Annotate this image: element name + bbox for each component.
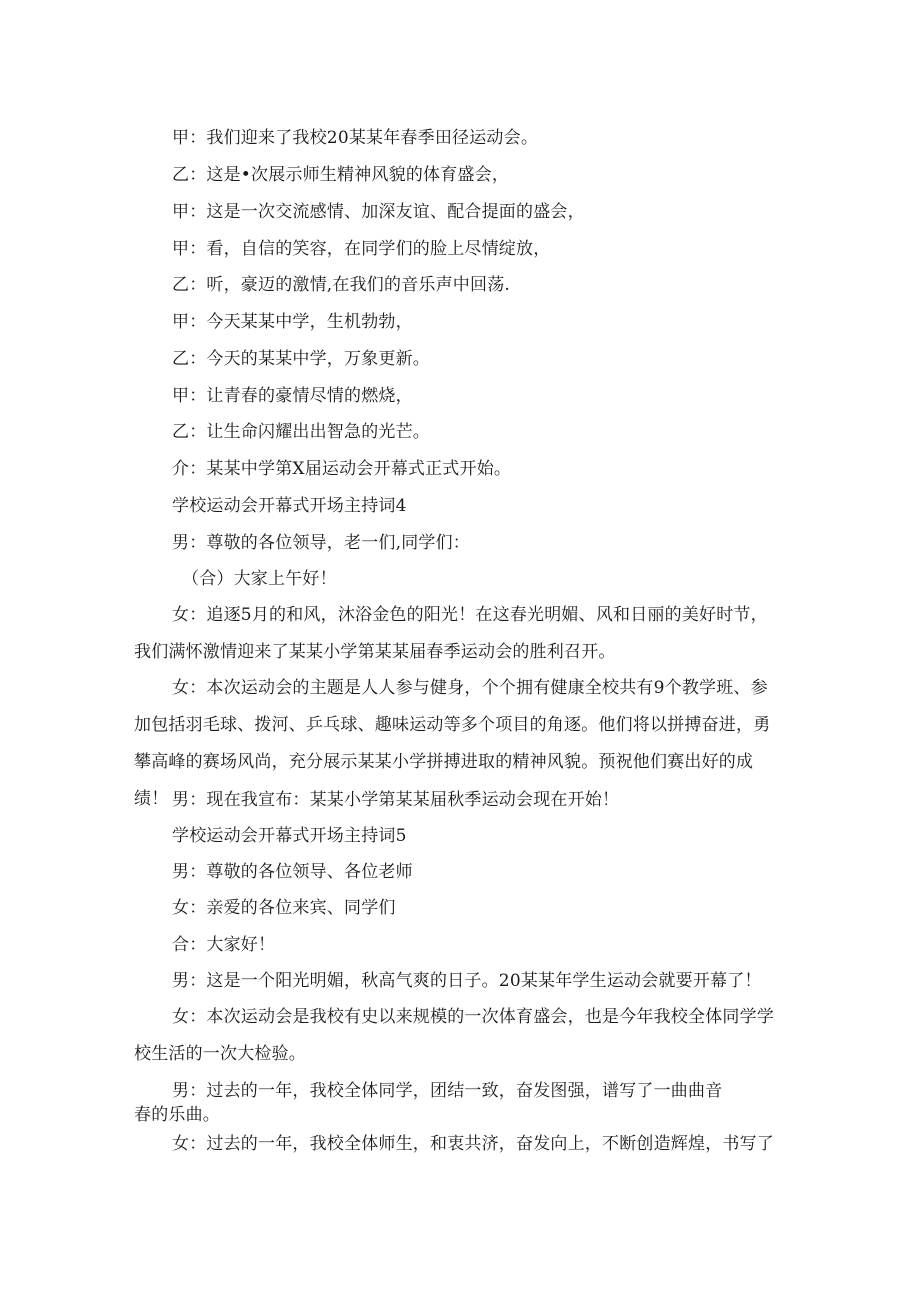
dialogue-line: 甲：这是一次交流感情、加深友谊、配合提面的盛会， bbox=[172, 202, 585, 222]
dialogue-line: 甲：今天某某中学，生机勃勃， bbox=[172, 312, 413, 332]
dialogue-line: 乙：让生命闪耀出出智急的光芒。 bbox=[172, 422, 430, 442]
dialogue-line: 女：亲爱的各位来宾、同学们 bbox=[172, 898, 396, 918]
dialogue-paragraph: 女：本次运动会的主题是人人参与健身，个个拥有健康全校共有9个教学班、参加包括羽毛球、拨河、乒乓球、趣味运动等多个项目的角逐。他们将以拼搏奋进，勇攀高峰的赛场风尚，充分展示某某小学拼搏进取的精神风貌。预祝他们赛出好的成绩！ bbox=[134, 678, 771, 809]
dialogue-line: 甲：让青春的豪情尽情的燃烧， bbox=[172, 386, 413, 406]
dialogue-line: 女：过去的一年，我校全体师生，和衷共济，奋发向上，不断创造辉煌，书写了 bbox=[172, 1134, 774, 1154]
dialogue-line: 男：现在我宣布：某某小学第某某届秋季运动会现在开始！ bbox=[172, 790, 620, 810]
dialogue-line: 甲：看，自信的笑容，在同学们的脸上尽情绽放， bbox=[172, 239, 551, 259]
dialogue-line: 乙：这是•次展示师生精神风貌的体育盛会， bbox=[172, 165, 510, 185]
dialogue-line: 男：这是一个阳光明媚，秋高气爽的日子。20某某年学生运动会就要开幕了！ bbox=[172, 971, 762, 991]
dialogue-line: 春的乐曲。 bbox=[134, 1105, 220, 1125]
dialogue-line: 男：尊敬的各位领导，老一们,同学们： bbox=[172, 533, 471, 553]
dialogue-line: 乙：今天的某某中学，万象更新。 bbox=[172, 349, 430, 369]
section-heading: 学校运动会开幕式开场主持词4 bbox=[172, 496, 407, 516]
dialogue-line: 乙：听，豪迈的激情,在我们的音乐声中回荡. bbox=[172, 275, 511, 295]
dialogue-line: 男：尊敬的各位领导、各位老师 bbox=[172, 862, 413, 882]
dialogue-line: 甲：我们迎来了我校20某某年春季田径运动会。 bbox=[172, 128, 539, 148]
dialogue-line: （合）大家上午好！ bbox=[182, 569, 337, 589]
dialogue-paragraph: 女：追逐5月的和风，沐浴金色的阳光！在这春光明媚、风和日丽的美好时节，我们满怀激情迎来了某某小学第某某届春季运动会的胜利召开。 bbox=[134, 605, 768, 662]
dialogue-line: 男：过去的一年，我校全体同学，团结一致，奋发图强，谱写了一曲曲音 bbox=[172, 1081, 723, 1101]
dialogue-line: 介：某某中学第X届运动会开幕式正式开始。 bbox=[172, 459, 512, 479]
section-heading: 学校运动会开幕式开场主持词5 bbox=[172, 826, 407, 846]
dialogue-line: 合：大家好！ bbox=[172, 935, 276, 955]
dialogue-paragraph: 女：本次运动会是我校有史以来规模的一次体育盛会，也是今年我校全体同学学校生活的一次大检验。 bbox=[134, 1007, 774, 1064]
